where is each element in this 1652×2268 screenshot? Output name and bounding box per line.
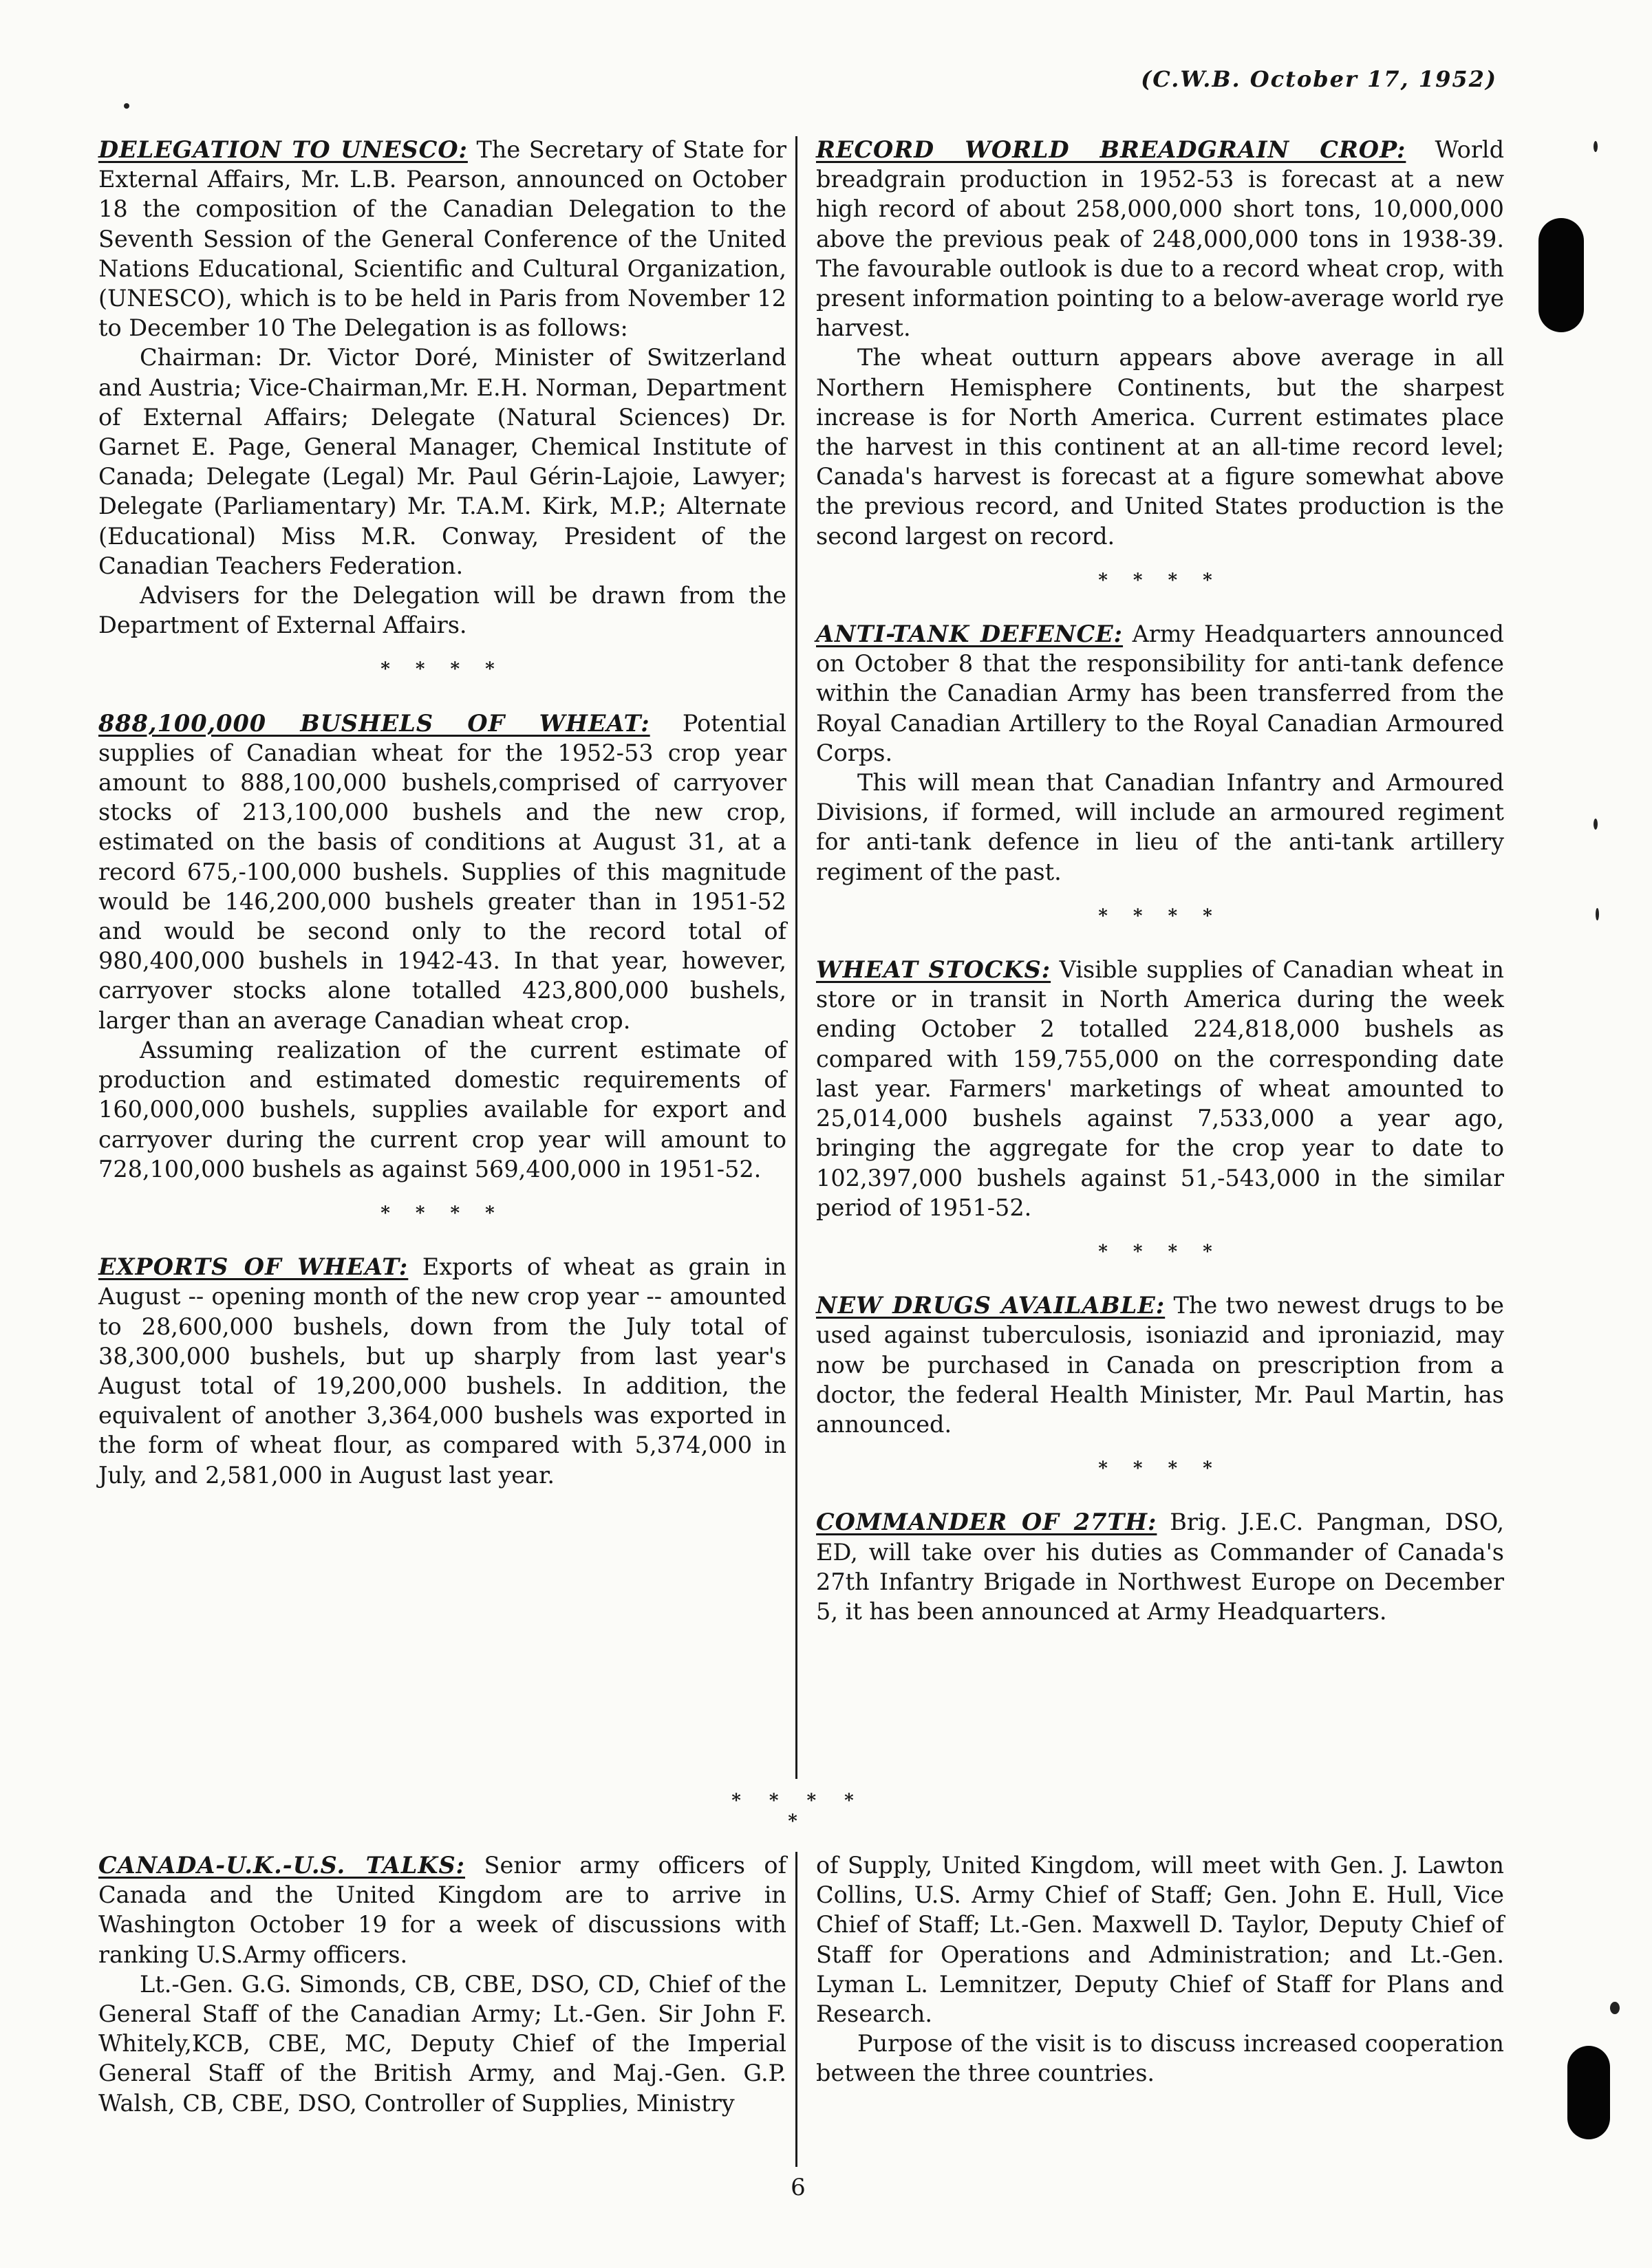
paragraph-text: Assuming realization of the current estimate of production and estimated domestic requirements of 160,000,000 bushels, supplies available for export and carryover during the current crop year will amount to 728,100,000 bushels as against 569,400,000 in 1951-52.	[98, 1036, 786, 1182]
article-paragraph	[98, 343, 786, 581]
article-paragraph	[816, 2029, 1504, 2088]
article-separator-stars: * * * *	[380, 659, 504, 680]
paragraph-text: of Supply, United Kingdom, will meet with Gen. J. Lawton Collins, U.S. Army Chief of Staff; Gen. John E. Hull, Vice Chief of Staff; Lt.-Gen. Maxwell D. Taylor, Deputy Chief of Staff for Operations and Administration; and Lt.-Gen. Lyman L. Lemnitzer, Deputy Chief of Staff for Plans and Research.	[816, 1852, 1504, 2028]
scan-speck	[1596, 908, 1599, 920]
paragraph-text: Lt.-Gen. G.G. Simonds, CB, CBE, DSO, CD, Chief of the General Staff of the Canadian Army; Lt.-Gen. Sir John F. Whitely,KCB, CBE, MC, Deputy Chief of the Imperial General Staff of the British Army, and Maj.-Gen. G.P. Walsh, CB, CBE, DSO, Controller of Supplies, Ministry	[98, 1970, 786, 2117]
article	[816, 619, 1504, 931]
article-separator-stars: * * * *	[1098, 1241, 1222, 1262]
paragraph-text: Army Headquarters announced on October 8 that the responsibility for anti-tank defence within the Canadian Army has been transferred from the Royal Canadian Artillery to the Royal Canadian Armoured Corps.	[816, 620, 1504, 766]
article-paragraph	[816, 955, 1504, 1222]
paragraph-text: The Secretary of State for External Affairs, Mr. L.B. Pearson, announced on October 18 the composition of the Canadian Delegation to the Seventh Session of the General Conference of the United Nations Educational, Scientific and Cultural Organization, (UNESCO), which is to be held in Paris from November 12 to December 10 The Delegation is as follows:	[98, 136, 786, 342]
paragraph-text: The wheat outturn appears above average in all Northern Hemisphere Continents, but the sharpest increase is for North America. Current estimates place the harvest in this continent at an all-time record level; Canada's harvest is forecast at a figure somewhat above the previous record, and United States production is the second largest on record.	[816, 344, 1504, 550]
scan-speck	[1610, 2002, 1620, 2014]
paragraph-text: Advisers for the Delegation will be drawn from the Department of External Affairs.	[98, 582, 786, 639]
article	[816, 1290, 1504, 1484]
article-paragraph	[98, 581, 786, 640]
paragraph-text: Purpose of the visit is to discuss increased cooperation between the three countries.	[816, 2030, 1504, 2087]
article	[816, 135, 1504, 596]
article	[816, 1507, 1504, 1640]
article-heading: NEW DRUGS AVAILABLE:	[816, 1292, 1166, 1319]
article-heading: RECORD WORLD BREADGRAIN CROP:	[816, 136, 1406, 163]
article-paragraph	[816, 1850, 1504, 2029]
article-spacer	[98, 2118, 786, 2132]
article-paragraph	[816, 768, 1504, 887]
right-column-bottom	[816, 1850, 1504, 2102]
article	[816, 955, 1504, 1267]
article-paragraph	[98, 1252, 786, 1490]
article-paragraph	[816, 135, 1504, 343]
article-spacer	[816, 2088, 1504, 2102]
paragraph-text: World breadgrain production in 1952-53 is forecast at a new high record of about 258,000,000 short tons, 10,000,000 above the previous peak of 248,000,000 tons in 1938-39. The favourable outlook is due to a record wheat crop, with present information pointing to a below-average world rye harvest.	[816, 136, 1505, 342]
article-heading: 888,100,000 BUSHELS OF WHEAT:	[98, 709, 650, 737]
paragraph-text: This will mean that Canadian Infantry and Armoured Divisions, if formed, will include an armoured regiment for anti-tank defence in lieu of the anti-tank artillery regiment of the past.	[816, 769, 1504, 885]
left-column-bottom	[98, 1850, 786, 2132]
paragraph-text: Senior army officers of Canada and the United Kingdom are to arrive in Washington October 19 for a week of discussions with ranking U.S.Army officers.	[98, 1852, 786, 1968]
scan-speck	[1594, 141, 1598, 152]
article-separator-stars: * * * *	[380, 1202, 504, 1224]
article-heading: DELEGATION TO UNESCO:	[98, 136, 468, 163]
paragraph-text: Chairman: Dr. Victor Doré, Minister of Switzerland and Austria; Vice-Chairman,Mr. E.H. Norman, Department of External Affairs; Delegate (Natural Sciences) Dr. Garnet E. Page, General Manager, Chemical Institute of Canada; Delegate (Legal) Mr. Paul Gérin-Lajoie, Lawyer; Delegate (Parliamentary) Mr. T.A.M. Kirk, M.P.; Alternate (Educational) Miss M.R. Conway, President of the Canadian Teachers Federation.	[98, 344, 786, 579]
column-divider-top	[795, 136, 797, 1779]
bulletin-header: (C.W.B. October 17, 1952)	[1141, 66, 1497, 92]
scan-speck	[124, 103, 129, 109]
article	[98, 1252, 786, 1504]
right-column-top	[816, 135, 1504, 1640]
article	[98, 1850, 786, 2132]
article-paragraph	[98, 709, 786, 1035]
article-paragraph	[816, 619, 1504, 768]
section-separator-stars: * * * * *	[731, 1791, 865, 1832]
scan-speck	[1594, 819, 1598, 830]
left-column-top	[98, 135, 786, 1504]
article	[98, 135, 786, 685]
article-heading: WHEAT STOCKS:	[816, 956, 1051, 984]
paragraph-text: Potential supplies of Canadian wheat for the 1952-53 crop year amount to 888,100,000 bushels,comprised of carryover stocks of 213,100,000 bushels and the new crop, estimated on the basis of conditions at August 31, at a record 675,-100,000 bushels. Supplies of this magnitude would be 146,200,000 bushels greater than in 1951-52 and would be second only to the record total of 980,400,000 bushels in 1942-43. In that year, however, carryover stocks alone totalled 423,800,000 bushels, larger than an average Canadian wheat crop.	[98, 709, 786, 1034]
paragraph-text: Exports of wheat as grain in August -- opening month of the new crop year -- amounted to 28,600,000 bushels, down from the July total of 38,300,000 bushels, but up sharply from last year's August total of 19,200,000 bushels. In addition, the equivalent of another 3,364,000 bushels was exported in the form of wheat flour, as compared with 5,374,000 in July, and 2,581,000 in August last year.	[98, 1253, 786, 1489]
article-paragraph	[816, 343, 1504, 550]
article-heading: EXPORTS OF WHEAT:	[98, 1253, 409, 1281]
article-paragraph	[98, 1850, 786, 1969]
article-paragraph	[98, 135, 786, 343]
punch-hole-mark	[1538, 218, 1584, 332]
article-spacer	[98, 1490, 786, 1504]
paragraph-text: The two newest drugs to be used against tuberculosis, isoniazid and iproniazid, may now be purchased in Canada on prescription from a doctor, the federal Health Minister, Mr. Paul Martin, has announced.	[816, 1292, 1505, 1438]
article-separator-stars: * * * *	[1098, 570, 1222, 591]
page-number: 6	[791, 2174, 806, 2201]
article-heading: CANADA-U.K.-U.S. TALKS:	[98, 1852, 465, 1879]
article-spacer	[816, 1626, 1504, 1640]
article-paragraph	[98, 1969, 786, 2118]
article-heading: ANTI-TANK DEFENCE:	[816, 620, 1124, 648]
paragraph-text: Brig. J.E.C. Pangman, DSO, ED, will take over his duties as Commander of Canada's 27th Infantry Brigade in Northwest Europe on December 5, it has been announced at Army Headquarters.	[816, 1509, 1504, 1625]
column-divider-bottom	[795, 1852, 797, 2167]
punch-hole-mark	[1567, 2046, 1610, 2139]
article-separator-stars: * * * *	[1098, 1458, 1222, 1480]
article-separator-stars: * * * *	[1098, 905, 1222, 927]
paragraph-text: Visible supplies of Canadian wheat in store or in transit in North America during the week ending October 2 totalled 224,818,000 bushels as compared with 159,755,000 on the corresponding date last year. Farmers' marketings of wheat amounted to 25,014,000 bushels against 7,533,000 a year ago, bringing the aggregate for the crop year to date to 102,397,000 bushels against 51,-543,000 in the similar period of 1951-52.	[816, 956, 1504, 1221]
article-paragraph	[816, 1290, 1504, 1439]
article	[98, 709, 786, 1229]
article-heading: COMMANDER OF 27TH:	[816, 1509, 1157, 1536]
article-paragraph	[98, 1035, 786, 1184]
article	[816, 1850, 1504, 2102]
article-paragraph	[816, 1507, 1504, 1626]
